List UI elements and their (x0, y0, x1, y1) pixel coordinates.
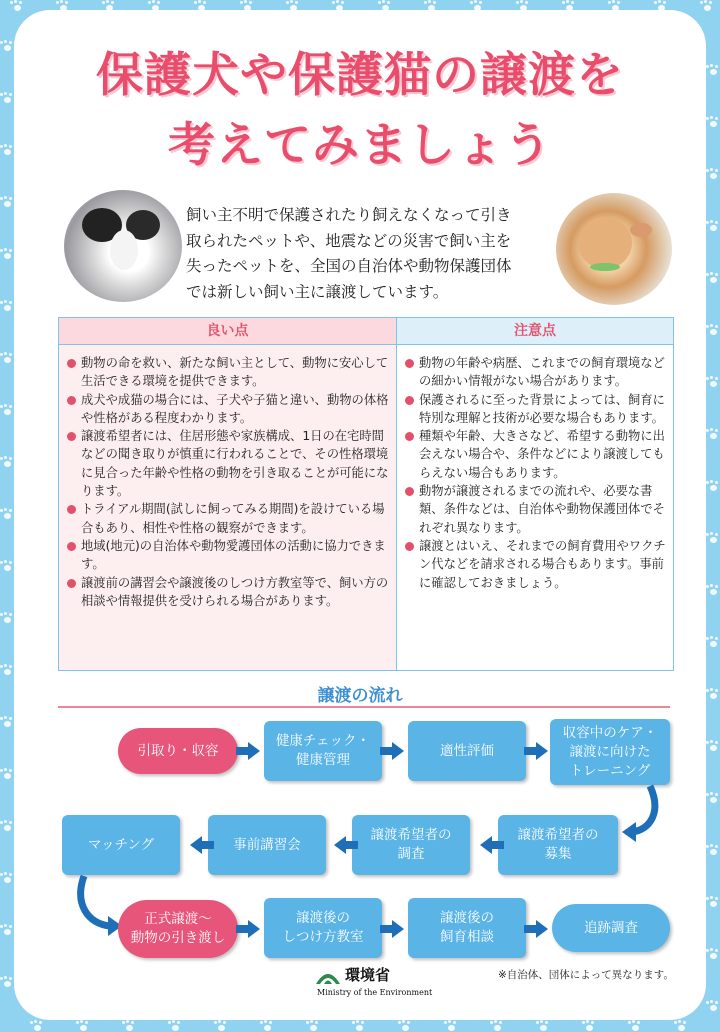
paw-print-icon (706, 844, 720, 856)
intro-line: 取られたペットや、地震などの災害で飼い主を (186, 231, 512, 250)
arrow-right-icon (248, 920, 260, 938)
paw-print-icon (76, 1020, 90, 1032)
paw-print-icon (0, 196, 14, 208)
caution-points-heading: 注意点 (397, 318, 673, 345)
paw-print-icon (628, 1020, 642, 1032)
paw-print-icon (30, 1020, 44, 1032)
paw-print-icon (444, 1020, 458, 1032)
paw-print-icon (700, 0, 714, 12)
flow-step-care-training (550, 719, 670, 785)
flow-step-label: 譲渡希望者の 調査 (370, 827, 452, 862)
ministry-name-en: Ministry of the Environment (317, 988, 433, 997)
paw-print-icon (706, 896, 720, 908)
intro-line: 失ったペットを、全国の自治体や動物保護団体 (186, 257, 512, 275)
comparison-table (58, 317, 674, 671)
good-point-item: 地域(地元)の自治体や動物愛護団体の活動に協力できます。 (67, 537, 390, 574)
paw-print-icon (536, 1020, 550, 1032)
flow-step-label: 追跡調査 (584, 919, 638, 936)
flow-step-label: 収容中のケア・ 譲渡に向けた トレーニング (562, 724, 658, 779)
paw-print-icon (0, 508, 14, 520)
paw-print-icon (398, 1020, 412, 1032)
good-point-item: 譲渡希望者には、住居形態や家族構成、1日の在宅時間などの聞き取りが慎重に行われることで、その性格環境に見合った年齢や性格の動物を引き取ることが可能になります。 (67, 427, 390, 500)
paw-print-icon (0, 352, 14, 364)
paw-print-icon (706, 1000, 720, 1012)
flow-step-follow-up (552, 904, 670, 952)
paw-print-icon (306, 1020, 320, 1032)
paw-print-icon (352, 1020, 366, 1032)
good-point-item: 動物の命を救い、新たな飼い主として、動物に安心して生活できる環境を提供できます。 (67, 354, 390, 391)
paw-print-icon (0, 924, 14, 936)
good-point-item: トライアル期間(試しに飼ってみる期間)を設けている場合もあり、相性や性格の観察ができます。 (67, 500, 390, 537)
flow-step-intake (118, 728, 238, 774)
footnote: ※自治体、団体によって異なります。 (498, 969, 674, 981)
flow-step-label: 正式譲渡〜 動物の引き渡し (130, 911, 226, 946)
paw-print-icon (674, 1020, 688, 1032)
flow-step-training-class (264, 898, 382, 958)
paw-print-icon (0, 716, 14, 728)
cat-photo (556, 193, 672, 305)
paw-print-icon (490, 1020, 504, 1032)
paw-print-icon (0, 976, 14, 988)
flow-divider (58, 706, 670, 708)
paw-print-icon (706, 480, 720, 492)
good-point-item: 譲渡前の講習会や譲渡後のしつけ方教室等で、飼い方の相談や情報提供を受けられる場合があります。 (67, 574, 390, 611)
arrow-right-icon (392, 920, 404, 938)
arrow-right-icon (248, 742, 260, 760)
ministry-logo (315, 962, 433, 1002)
title-line-1: 保護犬や保護猫の譲渡を (96, 48, 624, 103)
caution-point-item: 種類や年齢、大きさなど、希望する動物に出会えない場合や、条件などにより譲渡してもらえない場合もあります。 (405, 427, 667, 482)
curve-arrow-down-right-icon (70, 872, 124, 938)
flow-heading: 譲渡の流れ (317, 686, 403, 706)
paw-print-icon (0, 612, 14, 624)
arrow-right-icon (536, 742, 548, 760)
paw-print-icon (0, 872, 14, 884)
paw-print-icon (168, 1020, 182, 1032)
flow-step-label: 健康チェック・ 健康管理 (275, 733, 371, 768)
intro-text (186, 203, 546, 305)
flow-step-aptitude-eval (408, 721, 526, 781)
paw-print-icon (706, 532, 720, 544)
paw-print-icon (260, 1020, 274, 1032)
ministry-emblem-icon (315, 964, 341, 986)
flow-step-label: 適性評価 (440, 742, 494, 759)
flow-step-health-check (264, 721, 382, 781)
arrow-right-icon (536, 920, 548, 938)
arrow-left-icon (334, 836, 346, 854)
flow-step-care-consult (408, 898, 526, 958)
paw-print-icon (0, 768, 14, 780)
paw-print-icon (706, 376, 720, 388)
caution-points-column (397, 318, 673, 670)
paw-print-icon (706, 792, 720, 804)
caution-point-item: 動物の年齢や病歴、これまでの飼育環境などの細かい情報がない場合があります。 (405, 354, 667, 391)
paw-print-icon (706, 324, 720, 336)
paw-print-icon (706, 272, 720, 284)
paw-print-icon (122, 1020, 136, 1032)
arrow-right-icon (392, 742, 404, 760)
paw-print-icon (706, 584, 720, 596)
flow-step-label: 事前講習会 (233, 836, 301, 853)
arrow-left-icon (480, 836, 492, 854)
intro-line: では新しい飼い主に譲渡しています。 (186, 282, 449, 301)
good-points-heading: 良い点 (59, 318, 396, 345)
paw-print-icon (706, 428, 720, 440)
caution-point-item: 保護されるに至った背景によっては、飼育に特別な理解と技術が必要な場合もあります。 (405, 391, 667, 428)
ministry-name-jp: 環境省 (345, 966, 391, 984)
paw-print-icon (214, 1020, 228, 1032)
flow-step-recruit-applicants (498, 815, 618, 875)
flow-step-label: マッチング (87, 836, 154, 853)
paw-print-icon (10, 0, 24, 12)
paw-print-icon (706, 740, 720, 752)
paw-print-icon (0, 820, 14, 832)
flow-step-label: 譲渡希望者の 募集 (517, 827, 599, 862)
flow-step-pre-seminar (208, 815, 326, 875)
caution-point-item: 動物が譲渡されるまでの流れや、必要な書類、条件などは、自治体や動物保護団体でそれぞれ異なります。 (405, 482, 667, 537)
paw-print-icon (0, 456, 14, 468)
paw-print-icon (0, 560, 14, 572)
flow-step-formal-transfer (118, 900, 238, 958)
good-points-column (59, 318, 397, 670)
paw-print-icon (0, 664, 14, 676)
flow-step-label: 引取り・収容 (137, 742, 219, 759)
paw-print-icon (0, 404, 14, 416)
curve-arrow-down-left-icon (620, 782, 670, 844)
paw-print-icon (706, 948, 720, 960)
dog-photo (64, 190, 182, 302)
title-line-2: 考えてみましょう (168, 118, 552, 173)
caution-point-item: 譲渡とはいえ、それまでの飼育費用やワクチン代などを請求される場合もあります。事前に確認しておきましょう。 (405, 537, 667, 592)
intro-line: 飼い主不明で保護されたり飼えなくなって引き (186, 206, 512, 224)
paw-print-icon (0, 300, 14, 312)
flow-step-screen-applicants (352, 815, 470, 875)
paw-print-icon (706, 220, 720, 232)
arrow-left-icon (190, 836, 202, 854)
paw-print-icon (582, 1020, 596, 1032)
paw-print-icon (706, 636, 720, 648)
flow-step-label: 譲渡後の 飼育相談 (440, 910, 494, 945)
good-point-item: 成犬や成猫の場合には、子犬や子猫と違い、動物の体格や性格がある程度わかります。 (67, 391, 390, 428)
paw-print-icon (0, 248, 14, 260)
flow-step-label: 譲渡後の しつけ方教室 (282, 910, 364, 945)
flow-step-matching (62, 815, 180, 875)
